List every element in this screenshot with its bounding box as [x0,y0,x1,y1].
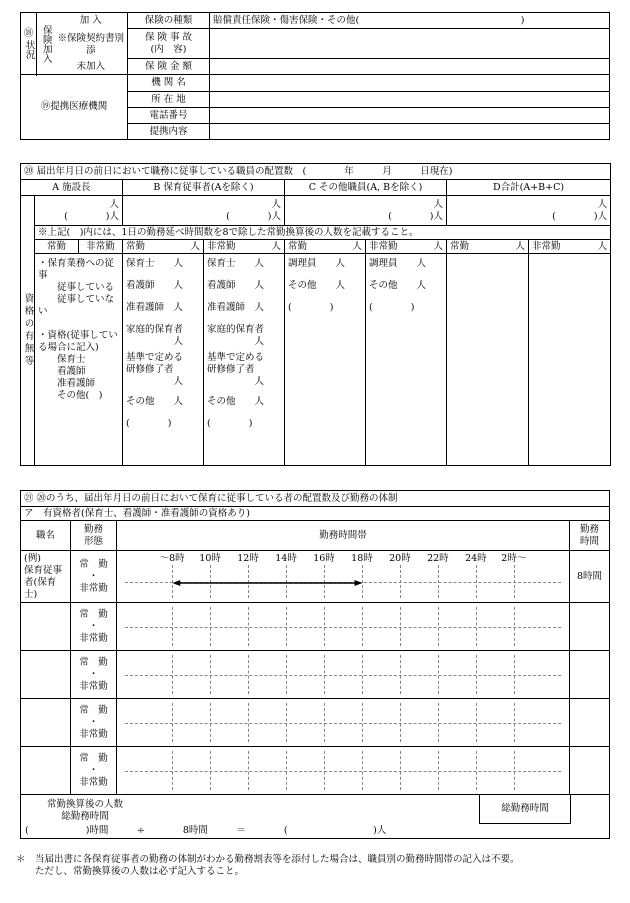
sub-d-regular: 常勤 人 [447,240,529,254]
contract-note: ※保険契約書別添 [55,29,128,61]
row-hours[interactable] [569,699,609,747]
footnote-line: ただし、常勤換算後の人数は必ず記入すること。 [16,866,245,877]
joined-label: 加 入 [55,13,128,29]
row-timeline[interactable] [117,699,570,747]
clinic-phone-label: 電話番号 [128,108,210,124]
clinic-content-value[interactable] [210,124,610,140]
col-name: 職名 [21,521,71,551]
row-type[interactable]: 常 勤 ・ 非常勤 [71,747,117,795]
sub-d-irregular: 非常勤 人 [529,240,611,254]
d-irregular-cell[interactable] [529,254,611,466]
row-name[interactable] [21,699,71,747]
conversion-note: ※上記( )内には、1日の勤務延べ時間数を8で除した常勤換算後の人数を記載すること。 [35,226,611,240]
clinic-name-label: 機 関 名 [128,75,210,92]
row-name[interactable] [21,747,71,795]
insurance-accident-label: 保 険 事 故 (内 容) [128,29,210,59]
sub-regular: 常勤 [35,240,79,254]
staff-section [20,163,610,466]
insurance-amount-label: 保 険 金 額 [128,59,210,75]
row-type[interactable]: 常 勤 ・ 非常勤 [71,603,117,651]
clinic-label: ⑲提携医療機関 [21,75,128,140]
insurance-type-label: 保険の種類 [128,13,210,29]
footnote [16,854,616,878]
tick-label: 2時～ [501,553,527,564]
schedule-title: ㉑ ⑳のうち、届出年月日の前日において保育に従事している者の配置数及び勤務の体制 [21,491,610,507]
tick-label: 24時 [465,553,487,564]
b-irregular-items[interactable]: 保育士 人 看護師 人 准看護師 人 家庭的保育者 人 基準で定める 研修修了者 人 その他 人 ( ) [204,254,285,466]
sub-c-irregular: 非常勤 人 [366,240,447,254]
qualification-options: ・保育業務への従事 従事している 従事していない ・資格(従事している場合に記入) 保育士 看護師 准看護師 その他( ) [35,254,123,466]
footnote-line: ＊ 当届出書に各保育従事者の勤務の体制がわかる勤務割表等を添付した場合は、職員別の勤務時間帯の記入は不要。 [16,854,520,865]
row-type[interactable]: 常 勤 ・ 非常勤 [71,651,117,699]
col-band: 勤務時間帯 [117,521,570,551]
sub-b-regular: 常勤 人 [123,240,204,254]
tick-label: 20時 [389,553,411,564]
sub-c-regular: 常勤 人 [285,240,366,254]
status-label [21,13,37,75]
fte-row [21,795,610,839]
insurance-section [20,12,610,140]
clinic-name-value[interactable] [210,75,610,92]
c-irregular-items[interactable]: 調理員 人 その他 人 ( ) [366,254,447,466]
b-regular-items[interactable]: 保育士 人 看護師 人 准看護師 人 家庭的保育者 人 基準で定める 研修修了者 人 その他 人 ( ) [123,254,204,466]
staff-title: ⑳ 届出年月日の前日において職務に従事している職員の配置数 ( 年 月 日現在) [21,164,611,180]
row-timeline[interactable] [117,747,570,795]
count-c[interactable]: 人 ( )人 [285,196,447,226]
total-hours-label: 総勤務時間 [479,795,571,824]
insurance-accident-value[interactable] [210,29,610,59]
sub-b-irregular: 非常勤 人 [204,240,285,254]
d-regular-cell[interactable] [447,254,529,466]
example-timeline [117,551,570,603]
fte-formula[interactable]: ( )時間 ÷ 8時間 ＝ ( )人 [25,825,387,836]
row-timeline[interactable] [117,603,570,651]
clinic-content-label: 提携内容 [128,124,210,140]
example-type: 常 勤 ・ 非常勤 [71,551,117,603]
not-joined-label: 未加入 [55,61,128,75]
tick-label: 18時 [351,553,373,564]
example-hours: 8時間 [569,551,609,603]
insurance-vert-label: 保険加入 [37,13,55,75]
count-d[interactable]: 人 ( )人 [447,196,611,226]
section-num: ⑱ [23,28,34,39]
sub-irregular: 非常勤 [79,240,123,254]
example-arrow [117,551,569,603]
header-d: D合計(A+B+C) [447,180,611,196]
tick-label: 10時 [199,553,221,564]
header-a: A 施設長 [21,180,123,196]
row-timeline[interactable] [117,651,570,699]
tick-label: 12時 [237,553,259,564]
row-name[interactable] [21,603,71,651]
col-type: 勤務 形態 [71,521,117,551]
insurance-type-value[interactable]: 賠償責任保険・傷害保険・その他( ) [210,13,610,29]
row-hours[interactable] [569,747,609,795]
schedule-section [20,490,610,839]
clinic-address-label: 所 在 地 [128,92,210,108]
header-c: C その他職員(A, Bを除く) [285,180,447,196]
example-name: (例) 保育従事者(保育士) [21,551,71,603]
staff-date: ( 年 月 日現在) [302,165,453,177]
row-hours[interactable] [569,603,609,651]
tick-label: 14時 [275,553,297,564]
header-b: B 保育従事者(Aを除く) [123,180,285,196]
status-text: 状況 [23,40,35,59]
row-hours[interactable] [569,651,609,699]
clinic-phone-value[interactable] [210,108,610,124]
clinic-address-value[interactable] [210,92,610,108]
insurance-amount-value[interactable] [210,59,610,75]
row-name[interactable] [21,651,71,699]
qualification-label: 資格の有無等 [21,196,35,466]
schedule-subtitle: ア 有資格者(保育士、看護師・准看護師の資格あり) [21,507,610,521]
tick-label: 22時 [427,553,449,564]
count-b[interactable]: 人 ( )人 [123,196,285,226]
c-regular-items[interactable]: 調理員 人 その他 人 ( ) [285,254,366,466]
count-a[interactable]: 人 ( )人 [35,196,123,226]
col-hours: 勤務 時間 [569,521,609,551]
tick-label: ～8時 [159,553,185,564]
tick-label: 16時 [313,553,335,564]
fte-label: 常勤換算後の人数 総勤務時間 [46,799,123,822]
row-type[interactable]: 常 勤 ・ 非常勤 [71,699,117,747]
